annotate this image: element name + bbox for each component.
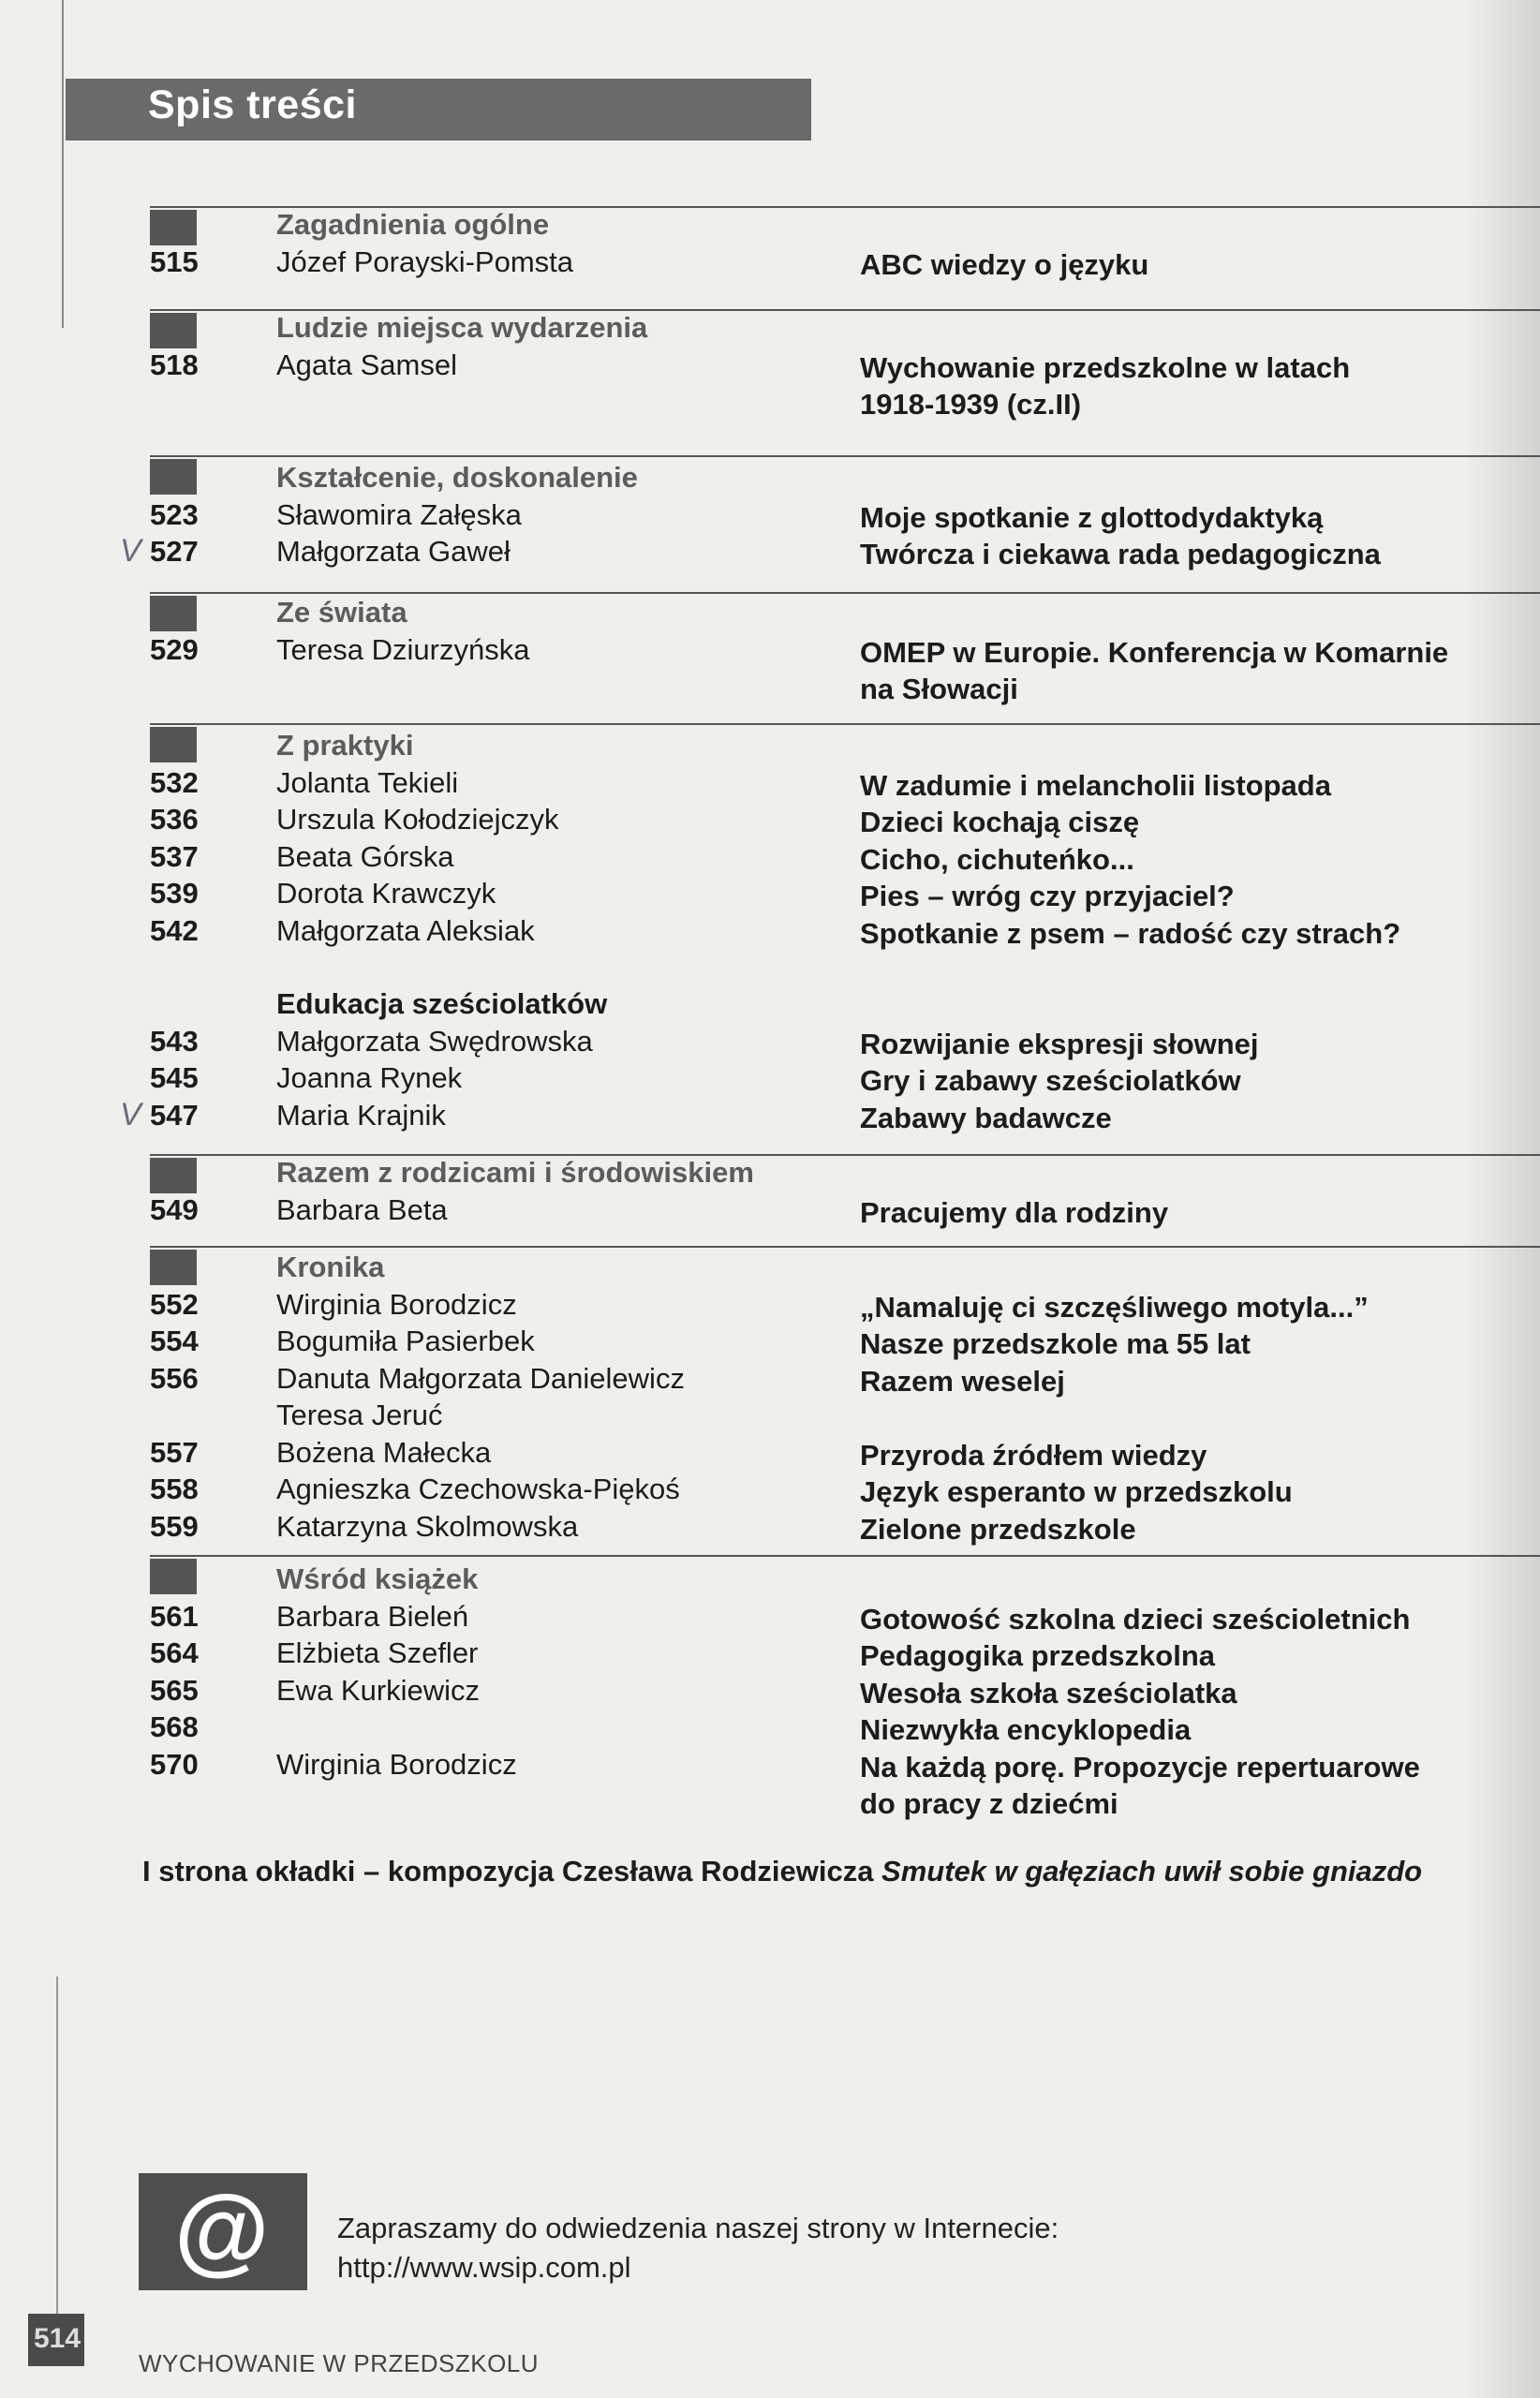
section-divider [150, 1246, 1540, 1248]
entry-title[interactable]: Na każdą porę. Propozycje repertuarowe [860, 1750, 1420, 1784]
entry-title[interactable]: ABC wiedzy o języku [860, 247, 1149, 281]
entry-page-number[interactable]: 527 [150, 535, 199, 568]
entry-author: Beata Górska [276, 839, 454, 873]
entry-page-number[interactable]: 556 [150, 1361, 199, 1395]
entry-author: Elżbieta Szefler [276, 1636, 479, 1669]
entry-title[interactable]: Przyroda źródłem wiedzy [860, 1438, 1207, 1472]
section-marker [150, 313, 197, 348]
cover-note [142, 1855, 1422, 1888]
entry-author: Maria Krajnik [276, 1098, 446, 1132]
entry-title[interactable]: Gry i zabawy sześciolatków [860, 1064, 1241, 1097]
website-link[interactable]: http://www.wsip.com.pl [337, 2251, 631, 2284]
section-marker [150, 459, 197, 495]
entry-title[interactable]: Dzieci kochają ciszę [860, 806, 1140, 838]
entry-page-number[interactable]: 568 [150, 1710, 199, 1743]
toc-heading: Spis treści [148, 82, 357, 127]
entry-author: Ewa Kurkiewicz [276, 1673, 481, 1707]
entry-page-number[interactable]: 539 [150, 877, 199, 910]
entry-author: Barbara Beta [276, 1192, 448, 1226]
section-divider [150, 1555, 1540, 1557]
handwritten-check-mark: V [120, 533, 141, 569]
entry-author: Dorota Krawczyk [276, 877, 496, 910]
entry-title[interactable]: Pracujemy dla rodziny [860, 1195, 1169, 1229]
page-number-badge [28, 2314, 84, 2366]
invite-text: Zapraszamy do odwiedzenia naszej strony w Internecie: [337, 2212, 1059, 2244]
entry-title[interactable]: 1918-1939 (cz.II) [860, 388, 1082, 421]
entry-title[interactable]: Gotowość szkolna dzieci sześcioletnich [860, 1602, 1411, 1636]
section-marker [150, 210, 197, 245]
entry-title[interactable]: Wychowanie przedszkolne w latach [860, 350, 1351, 384]
entry-page-number[interactable]: 529 [150, 632, 199, 666]
entry-page-number[interactable]: 536 [150, 803, 199, 836]
entry-author: Małgorzata Gaweł [276, 535, 511, 568]
section-divider [150, 455, 1540, 457]
entry-author: Wirginia Borodzicz [276, 1287, 517, 1321]
entry-title[interactable]: na Słowacji [860, 673, 1018, 705]
section-title: Ze świata [276, 596, 407, 629]
entry-title[interactable]: Niezwykła encyklopedia [860, 1713, 1192, 1746]
entry-title[interactable]: OMEP w Europie. Konferencja w Komarnie [860, 635, 1449, 669]
entry-title[interactable]: Zabawy badawcze [860, 1101, 1112, 1134]
entry-author: Danuta Małgorzata Danielewicz [276, 1361, 685, 1395]
entry-page-number[interactable]: 537 [150, 839, 199, 873]
entry-page-number[interactable]: 542 [150, 913, 199, 947]
entry-title[interactable]: Zielone przedszkole [860, 1512, 1136, 1546]
entry-author: Teresa Dziurzyńska [276, 632, 530, 666]
entry-page-number[interactable]: 523 [150, 497, 199, 531]
section-marker [150, 1158, 197, 1193]
entry-title[interactable]: „Namaluję ci szczęśliwego motyla...” [860, 1290, 1369, 1324]
at-sign-glyph: @ [174, 2176, 270, 2285]
entry-title[interactable]: Twórcza i ciekawa rada pedagogiczna [860, 538, 1381, 570]
entry-author: Bogumiła Pasierbek [276, 1325, 535, 1357]
section-marker [150, 1559, 197, 1594]
section-title: Zagadnienia ogólne [276, 208, 550, 241]
entry-title[interactable]: Język esperanto w przedszkolu [860, 1475, 1293, 1508]
section-divider [150, 723, 1540, 725]
entry-title[interactable]: Pies – wróg czy przyjaciel? [860, 880, 1235, 912]
entry-author: Józef Porayski-Pomsta [276, 244, 573, 278]
entry-author: Agnieszka Czechowska-Piękoś [276, 1473, 680, 1505]
entry-author: Agata Samsel [276, 348, 457, 381]
entry-title[interactable]: W zadumie i melancholii listopada [860, 768, 1331, 802]
entry-page-number[interactable]: 552 [150, 1287, 199, 1321]
cover-note-work: Smutek w gałęziach uwił sobie gniazdo [881, 1855, 1423, 1887]
section-marker [150, 1250, 197, 1285]
section-title: Wśród książek [276, 1562, 479, 1595]
entry-author: Barbara Bieleń [276, 1599, 469, 1633]
entry-title[interactable]: Pedagogika przedszkolna [860, 1639, 1215, 1672]
entry-page-number[interactable]: 565 [150, 1673, 199, 1707]
entry-title[interactable]: Razem weselej [860, 1364, 1065, 1398]
entry-author: Joanna Rynek [276, 1061, 463, 1094]
section-title: Ludzie miejsca wydarzenia [276, 311, 648, 344]
entry-page-number[interactable]: 564 [150, 1636, 199, 1669]
section-title: Z praktyki [276, 729, 414, 762]
website-invite [337, 2209, 1059, 2287]
entry-page-number[interactable]: 554 [150, 1325, 199, 1357]
handwritten-check-mark: V [120, 1096, 141, 1132]
page-number: 514 [34, 2323, 81, 2354]
section-marker [150, 727, 197, 762]
section-title: Kronika [276, 1251, 385, 1283]
entry-page-number[interactable]: 557 [150, 1435, 199, 1469]
section-title: Kształcenie, doskonalenie [276, 461, 638, 494]
entry-page-number[interactable]: 561 [150, 1599, 199, 1633]
entry-page-number[interactable]: 547 [150, 1098, 199, 1132]
journal-name: WYCHOWANIE W PRZEDSZKOLU [139, 2349, 540, 2377]
entry-author: Jolanta Tekieli [276, 765, 459, 799]
entry-author: Bożena Małecka [276, 1435, 492, 1469]
section-marker [150, 596, 197, 631]
section-divider [150, 592, 1540, 594]
entry-page-number[interactable]: 543 [150, 1024, 199, 1058]
entry-title[interactable]: do pracy z dziećmi [860, 1787, 1118, 1820]
entry-author: Katarzyna Skolmowska [276, 1509, 579, 1543]
entry-title[interactable]: Spotkanie z psem – radość czy strach? [860, 916, 1401, 950]
entry-author: Urszula Kołodziejczyk [276, 803, 559, 836]
entry-page-number[interactable]: 518 [150, 348, 199, 381]
entry-title[interactable]: Moje spotkanie z glottodydaktyką [860, 500, 1324, 534]
entry-author: Teresa Jeruć [276, 1399, 443, 1431]
entry-page-number[interactable]: 558 [150, 1473, 199, 1505]
cover-note-text: I strona okładki – kompozycja Czesława Rodziewicza [142, 1855, 882, 1887]
entry-page-number[interactable]: 515 [150, 244, 199, 278]
entry-title[interactable]: Nasze przedszkole ma 55 lat [860, 1327, 1251, 1360]
section-title: Edukacja sześciolatków [276, 987, 608, 1020]
entry-author: Małgorzata Aleksiak [276, 913, 535, 947]
section-title: Razem z rodzicami i środowiskiem [276, 1156, 754, 1189]
entry-author: Sławomira Załęska [276, 497, 522, 531]
entry-page-number[interactable]: 549 [150, 1192, 199, 1226]
entry-title[interactable]: Wesoła szkoła sześciolatka [860, 1676, 1237, 1710]
entry-page-number[interactable]: 570 [150, 1747, 199, 1781]
entry-title[interactable]: Rozwijanie ekspresji słownej [860, 1027, 1259, 1060]
entry-page-number[interactable]: 559 [150, 1509, 199, 1543]
at-sign-icon [139, 2173, 307, 2290]
entry-author: Wirginia Borodzicz [276, 1747, 517, 1781]
entry-author: Małgorzata Swędrowska [276, 1024, 593, 1058]
entry-page-number[interactable]: 532 [150, 765, 199, 799]
entry-title[interactable]: Cicho, cichuteńko... [860, 842, 1134, 876]
entry-page-number[interactable]: 545 [150, 1061, 199, 1094]
